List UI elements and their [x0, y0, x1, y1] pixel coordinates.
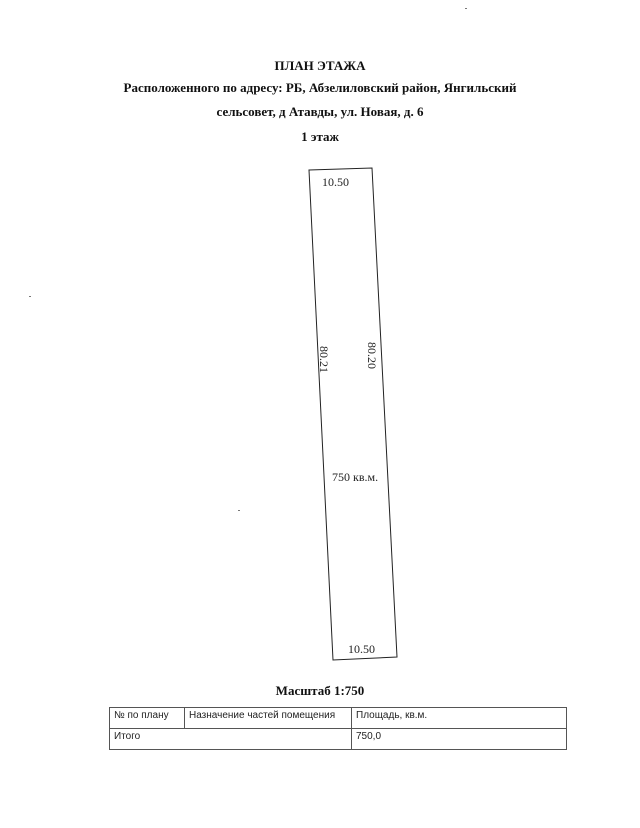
scan-speck [465, 8, 467, 9]
scale-label: Масштаб 1:750 [275, 683, 365, 698]
bottom-dimension: 10.50 [348, 642, 375, 656]
rooms-table [109, 707, 567, 750]
header-plan-number: № по плану [110, 708, 185, 729]
address-line-1: Расположенного по адресу: РБ, Абзелиловский район, Янгильский [123, 80, 517, 95]
total-label: Итого [110, 729, 352, 750]
total-area: 750,0 [352, 729, 567, 750]
address-line-2: сельсовет, д Атавды, ул. Новая, д. 6 [216, 104, 424, 119]
header-room-purpose: Назначение частей помещения [185, 708, 352, 729]
area-label: 750 кв.м. [332, 470, 379, 484]
header-area: Площадь, кв.м. [352, 708, 567, 729]
floor-label: 1 этаж [301, 129, 339, 144]
left-dimension: 80.21 [317, 346, 331, 373]
scan-speck [238, 510, 240, 511]
scan-speck [29, 296, 31, 297]
right-dimension: 80.20 [365, 342, 379, 369]
top-dimension: 10.50 [322, 175, 349, 189]
table-row [110, 729, 567, 750]
page-title: ПЛАН ЭТАЖА [274, 58, 366, 73]
table-header-row [110, 708, 567, 729]
plot-outline [309, 168, 397, 660]
